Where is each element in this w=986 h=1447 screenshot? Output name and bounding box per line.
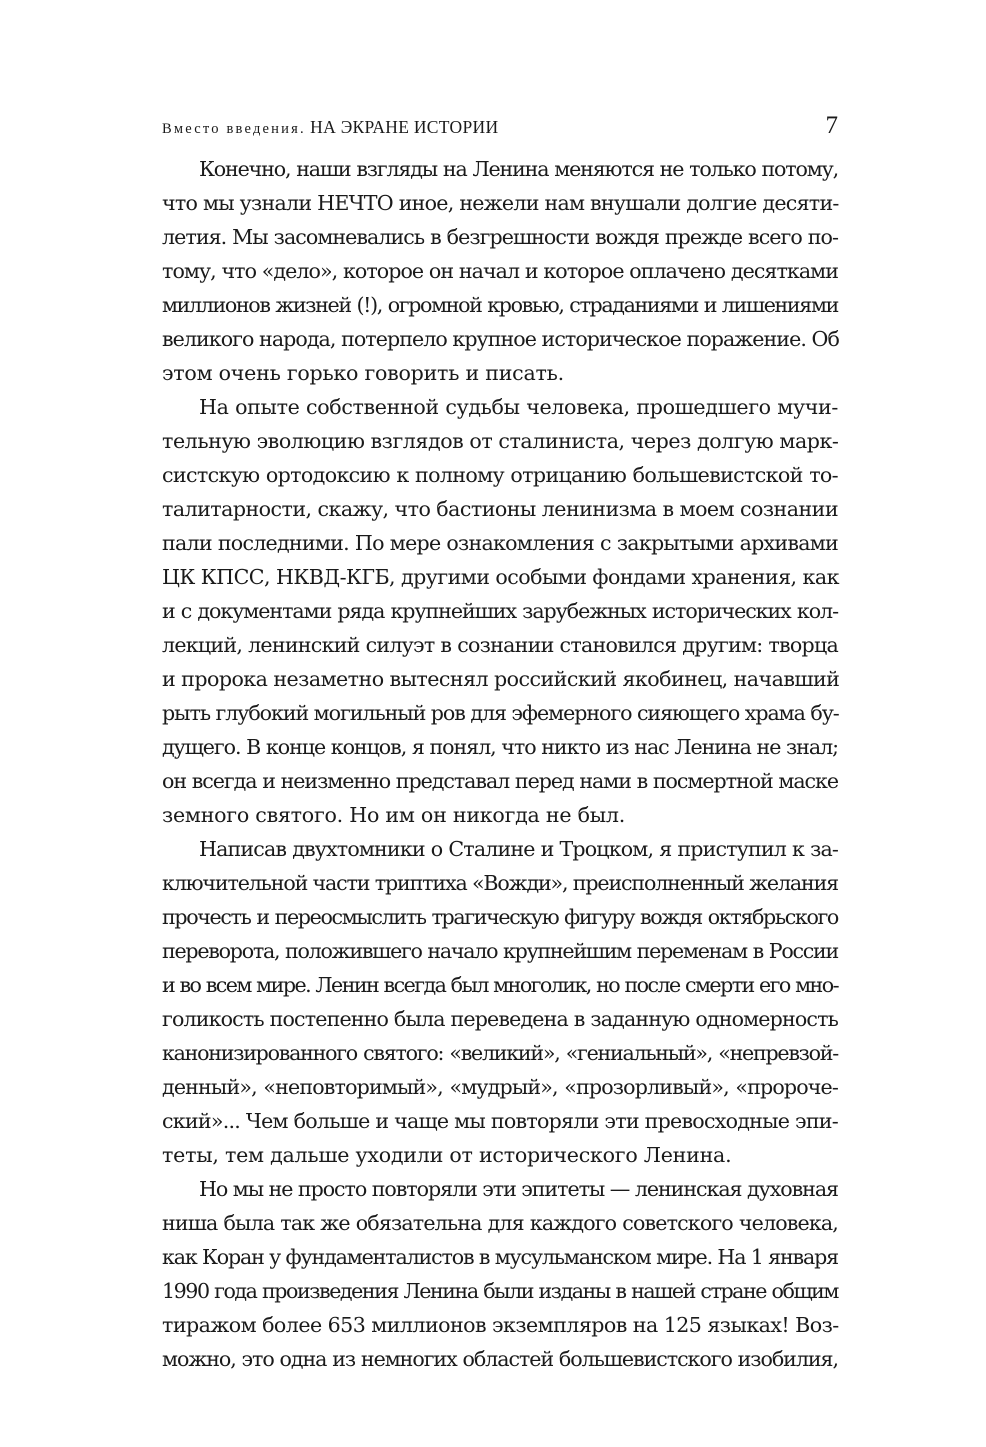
text-line: переворота, положившего начало крупнейшим переменам в России bbox=[162, 939, 838, 963]
text-line: Написав двухтомники о Сталине и Троцком, я приступил к за- bbox=[199, 837, 838, 861]
text-line: дущего. В конце концов, я понял, что никто из нас Ленина не знал; bbox=[162, 735, 838, 759]
paragraph-2 bbox=[162, 390, 838, 832]
text-line: систскую ортодоксию к полному отрицанию большевистской то- bbox=[162, 463, 838, 487]
text-line: Но мы не просто повторяли эти эпитеты — ленинская духовная bbox=[199, 1177, 838, 1201]
text-line: На опыте собственной судьбы человека, прошедшего мучи- bbox=[199, 395, 838, 419]
text-line: тому, что «дело», которое он начал и которое оплачено десятками bbox=[162, 259, 838, 283]
text-line: как Коран у фундаменталистов в мусульманском мире. На 1 января bbox=[162, 1245, 838, 1269]
running-title bbox=[162, 116, 498, 140]
text-line: и во всем мире. Ленин всегда был многолик, но после смерти его мно- bbox=[162, 973, 838, 997]
text-line: канонизированного святого: «великий», «гениальный», «непревзой- bbox=[162, 1041, 838, 1065]
running-title-prefix: Вместо введения. bbox=[162, 121, 306, 137]
text-line: 1990 года произведения Ленина были изданы в нашей стране общим bbox=[162, 1279, 838, 1303]
text-line: можно, это одна из немногих областей большевистского изобилия, bbox=[162, 1347, 838, 1371]
text-line: ский»... Чем больше и чаще мы повторяли эти превосходные эпи- bbox=[162, 1109, 838, 1133]
text-line: и пророка незаметно вытеснял российский якобинец, начавший bbox=[162, 667, 840, 691]
text-line: этом очень горько говорить и писать. bbox=[162, 361, 564, 385]
text-line: Конечно, наши взгляды на Ленина меняются не только потому, bbox=[199, 157, 838, 181]
running-title-section: НА ЭКРАНЕ ИСТОРИИ bbox=[310, 117, 499, 137]
text-line: прочесть и переосмыслить трагическую фигуру вождя октябрьского bbox=[162, 905, 838, 929]
text-line: и с документами ряда крупнейших зарубежных исторических кол- bbox=[162, 599, 838, 623]
text-line: летия. Мы засомневались в безгрешности вождя прежде всего по- bbox=[162, 225, 838, 249]
text-line: лекций, ленинский силуэт в сознании становился другим: творца bbox=[162, 633, 838, 657]
running-header bbox=[162, 112, 838, 140]
text-line: миллионов жизней (!), огромной кровью, страданиями и лишениями bbox=[162, 293, 838, 317]
paragraph-1 bbox=[162, 152, 838, 390]
text-line: теты, тем дальше уходили от исторического Ленина. bbox=[162, 1143, 732, 1167]
text-line: ЦК КПСС, НКВД-КГБ, другими особыми фондами хранения, как bbox=[162, 565, 839, 589]
paragraph-4 bbox=[162, 1172, 838, 1376]
text-line: тельную эволюцию взглядов от сталиниста, через долгую марк- bbox=[162, 429, 839, 453]
text-line: рыть глубокий могильный ров для эфемерного сияющего храма бу- bbox=[162, 701, 839, 725]
paragraph-3 bbox=[162, 832, 838, 1172]
text-line: денный», «неповторимый», «мудрый», «прозорливый», «пророче- bbox=[162, 1075, 838, 1099]
text-line: земного святого. Но им он никогда не был. bbox=[162, 803, 625, 827]
text-line: пали последними. По мере ознакомления с закрытыми архивами bbox=[162, 531, 838, 555]
text-line: голикость постепенно была переведена в заданную одномерность bbox=[162, 1007, 838, 1031]
text-line: талитарности, скажу, что бастионы ленинизма в моем сознании bbox=[162, 497, 838, 521]
text-line: он всегда и неизменно представал перед нами в посмертной маске bbox=[162, 769, 838, 793]
text-line: что мы узнали НЕЧТО иное, нежели нам внушали долгие десяти- bbox=[162, 191, 839, 215]
text-line: великого народа, потерпело крупное историческое поражение. Об bbox=[162, 327, 839, 351]
text-line: ниша была так же обязательна для каждого советского человека, bbox=[162, 1211, 838, 1235]
page-number: 7 bbox=[825, 112, 838, 139]
text-line: тиражом более 653 миллионов экземпляров на 125 языках! Воз- bbox=[162, 1313, 839, 1337]
text-line: ключительной части триптиха «Вожди», преисполненный желания bbox=[162, 871, 839, 895]
body-text bbox=[162, 152, 838, 1376]
